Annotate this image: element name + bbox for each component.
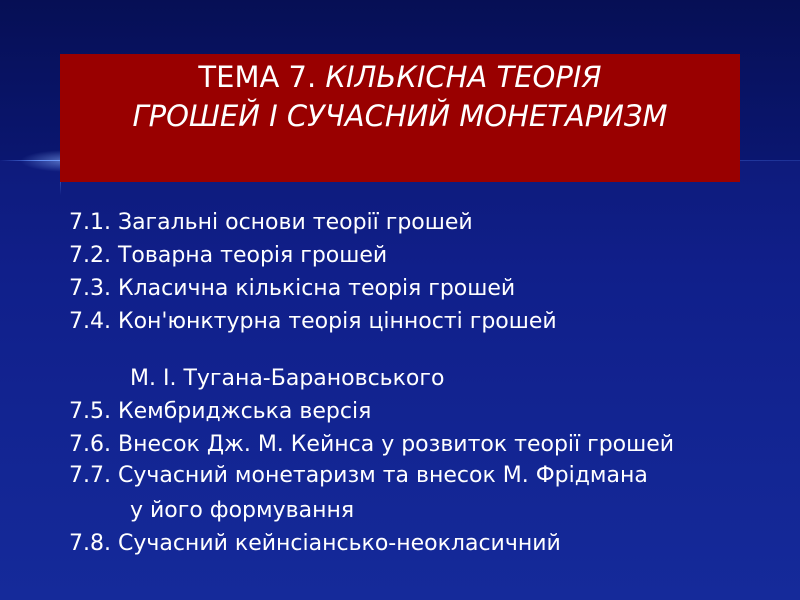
topic-item-7-6: 7.6. Внесок Дж. М. Кейнса у розвиток теорії грошей (69, 432, 675, 457)
list-spacer (69, 338, 719, 362)
topic-item-7-4-continuation: М. І. Тугана-Барановського (130, 366, 445, 391)
topic-item-7-7-continuation: у його формування (130, 498, 355, 523)
slide-title-line-1 (60, 58, 740, 97)
topic-list (69, 206, 719, 560)
slide-title-line-2: ГРОШЕЙ І СУЧАСНИЙ МОНЕТАРИЗМ (132, 99, 668, 133)
topic-item-7-3: 7.3. Класична кількісна теорія грошей (69, 276, 516, 301)
topic-item-7-2: 7.2. Товарна теорія грошей (69, 243, 388, 268)
slide-title-emphasis: КІЛЬКІСНА ТЕОРІЯ (325, 60, 602, 94)
topic-item-7-4: 7.4. Кон'юнктурна теорія цінності грошей (69, 309, 557, 334)
slide-title-prefix: ТЕМА 7. (198, 60, 326, 94)
topic-item-7-5: 7.5. Кембриджська версія (69, 399, 372, 424)
slide-title-box (60, 54, 740, 182)
topic-item-7-7: 7.7. Сучасний монетаризм та внесок М. Фрідмана (69, 463, 648, 488)
topic-item-7-1: 7.1. Загальні основи теорії грошей (69, 210, 473, 235)
topic-item-7-8: 7.8. Сучасний кейнсіансько-неокласичний (69, 531, 561, 556)
